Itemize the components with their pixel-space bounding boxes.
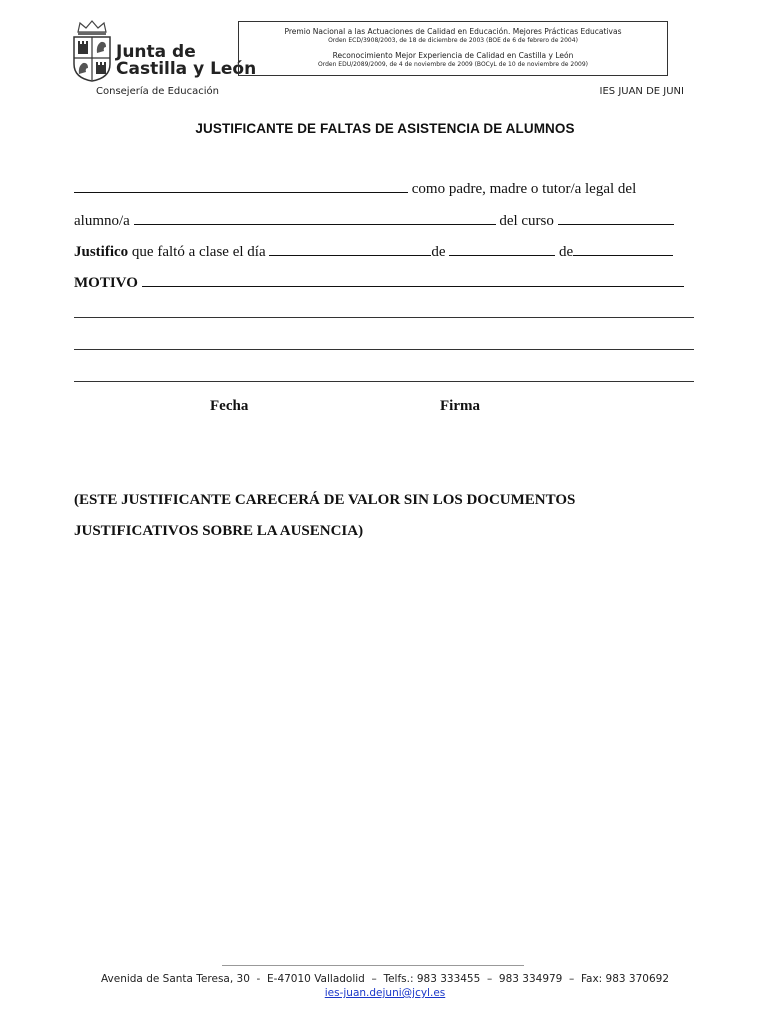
month-blank[interactable] (449, 241, 555, 256)
absence-date-line (74, 241, 673, 261)
department-name: Consejería de Educación (96, 86, 219, 97)
student-label: alumno/a (74, 213, 130, 229)
date-label: Fecha (210, 398, 249, 414)
award-box (238, 21, 668, 76)
award-title: Premio Nacional a las Actuaciones de Calidad en Educación. Mejores Prácticas Educativas (284, 27, 622, 36)
year-blank[interactable] (573, 241, 673, 256)
footer-email-link[interactable]: ies-juan.dejuni@jcyl.es (324, 987, 446, 999)
coat-of-arms-icon (70, 20, 114, 82)
document-title: JUSTIFICANTE DE FALTAS DE ASISTENCIA DE ALUMNOS (195, 121, 575, 136)
of-label-2: de (559, 244, 574, 260)
footer-divider (222, 965, 524, 966)
motivo-blank[interactable] (142, 272, 684, 287)
warning-line-2: JUSTIFICATIVOS SOBRE LA AUSENCIA) (74, 523, 364, 539)
student-line (74, 210, 674, 230)
footer-email-wrapper (0, 987, 770, 999)
logo-text-line2: Castilla y León (116, 59, 257, 79)
motivo-line (74, 272, 684, 292)
guardian-name-blank[interactable] (74, 178, 408, 193)
warning-line-1: (ESTE JUSTIFICANTE CARECERÁ DE VALOR SIN LOS DOCUMENTOS (74, 492, 576, 508)
junta-logo (70, 20, 257, 84)
logo-text-line1: Junta de (116, 42, 196, 62)
course-label: del curso (499, 213, 554, 229)
motivo-continuation-line-3[interactable] (74, 381, 694, 382)
day-blank[interactable] (269, 241, 431, 256)
motivo-continuation-line-2[interactable] (74, 349, 694, 350)
absence-label: que faltó a clase el día (131, 244, 266, 260)
recognition-title: Reconocimiento Mejor Experiencia de Calidad en Castilla y León (332, 51, 574, 60)
award-order: Orden ECD/3908/2003, de 18 de diciembre de 2003 (BOE de 6 de febrero de 2004) (328, 37, 578, 44)
justify-label: Justifico (74, 244, 129, 260)
motivo-continuation-line-1[interactable] (74, 317, 694, 318)
student-name-blank[interactable] (134, 210, 496, 225)
school-name: IES JUAN DE JUNI (599, 86, 684, 97)
footer-address: Avenida de Santa Teresa, 30 - E-47010 Valladolid – Telfs.: 983 333455 – 983 334979 – Fax: 983 370692 (100, 973, 670, 985)
guardian-label: como padre, madre o tutor/a legal del (411, 181, 637, 197)
signature-label: Firma (440, 398, 480, 414)
guardian-line (74, 178, 636, 198)
recognition-order: Orden EDU/2089/2009, de 4 de noviembre de 2009 (BOCyL de 10 de noviembre de 2009) (318, 61, 588, 68)
course-blank[interactable] (558, 210, 674, 225)
motivo-label: MOTIVO (74, 275, 138, 291)
of-label-1: de (431, 244, 446, 260)
